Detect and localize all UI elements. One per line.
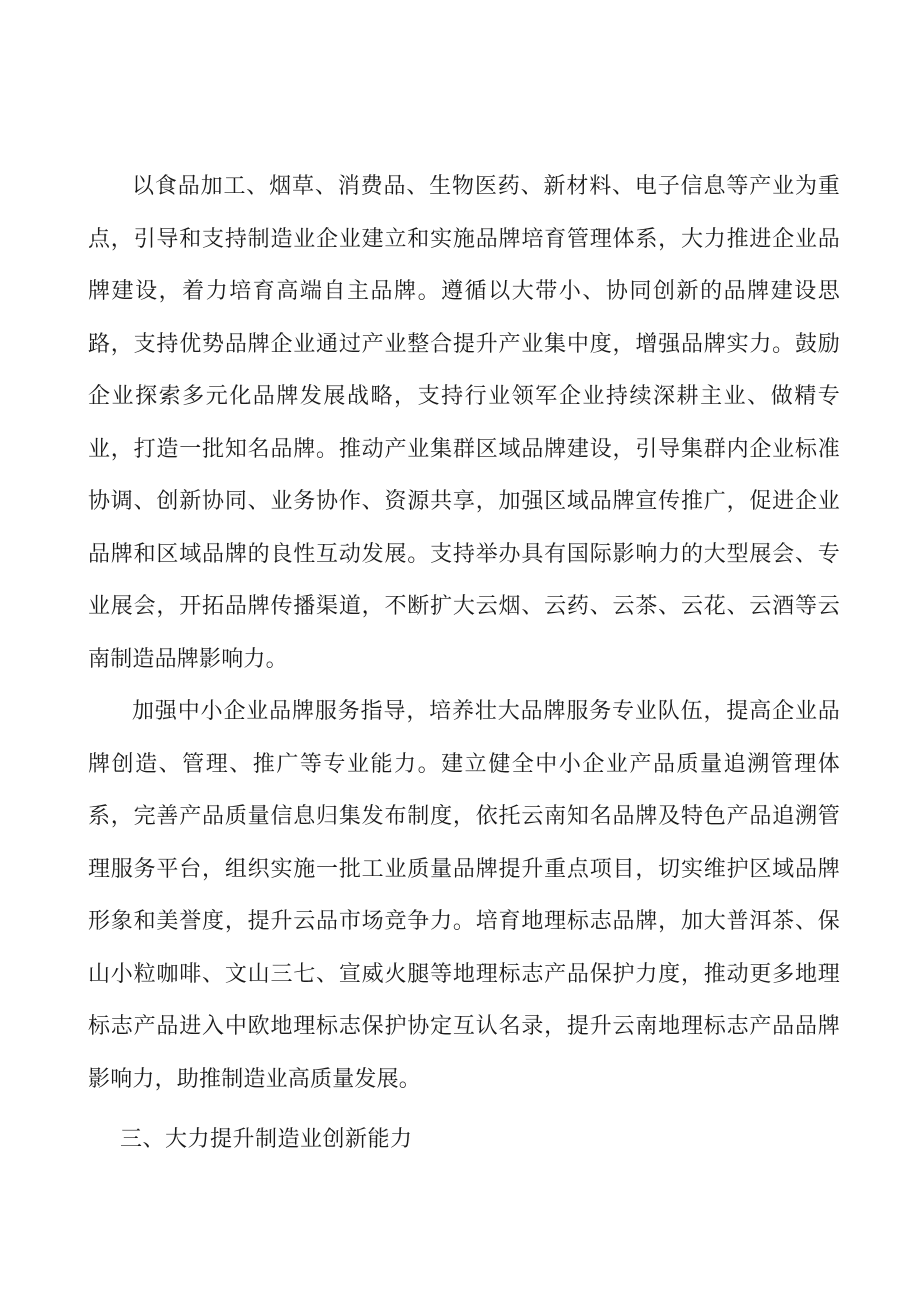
- paragraph-sme-brand-service: 加强中小企业品牌服务指导，培养壮大品牌服务专业队伍，提高企业品牌创造、管理、推广等专业能力。建立健全中小企业产品质量追溯管理体系，完善产品质量信息归集发布制度，依托云南知名品牌及特色产品追溯管理服务平台，组织实施一批工业质量品牌提升重点项目，切实维护区域品牌形象和美誉度，提升云品市场竞争力。培育地理标志品牌，加大普洱茶、保山小粒咖啡、文山三七、宣威火腿等地理标志产品保护力度，推动更多地理标志产品进入中欧地理标志保护协定互认名录，提升云南地理标志产品品牌影响力，助推制造业高质量发展。: [88, 699, 840, 1092]
- document-body: [88, 161, 840, 1106]
- paragraph-brand-cultivation: 以食品加工、烟草、消费品、生物医药、新材料、电子信息等产业为重点，引导和支持制造业企业建立和实施品牌培育管理体系，大力推进企业品牌建设，着力培育高端自主品牌。遵循以大带小、协同创新的品牌建设思路，支持优势品牌企业通过产业整合提升产业集中度，增强品牌实力。鼓励企业探索多元化品牌发展战略，支持行业领军企业持续深耕主业、做精专业，打造一批知名品牌。推动产业集群区域品牌建设，引导集群内企业标准协调、创新协同、业务协作、资源共享，加强区域品牌宣传推广，促进企业品牌和区域品牌的良性互动发展。支持举办具有国际影响力的大型展会、专业展会，开拓品牌传播渠道，不断扩大云烟、云药、云茶、云花、云酒等云南制造品牌影响力。: [88, 174, 840, 672]
- section-heading: 三、大力提升制造业创新能力: [120, 1127, 413, 1152]
